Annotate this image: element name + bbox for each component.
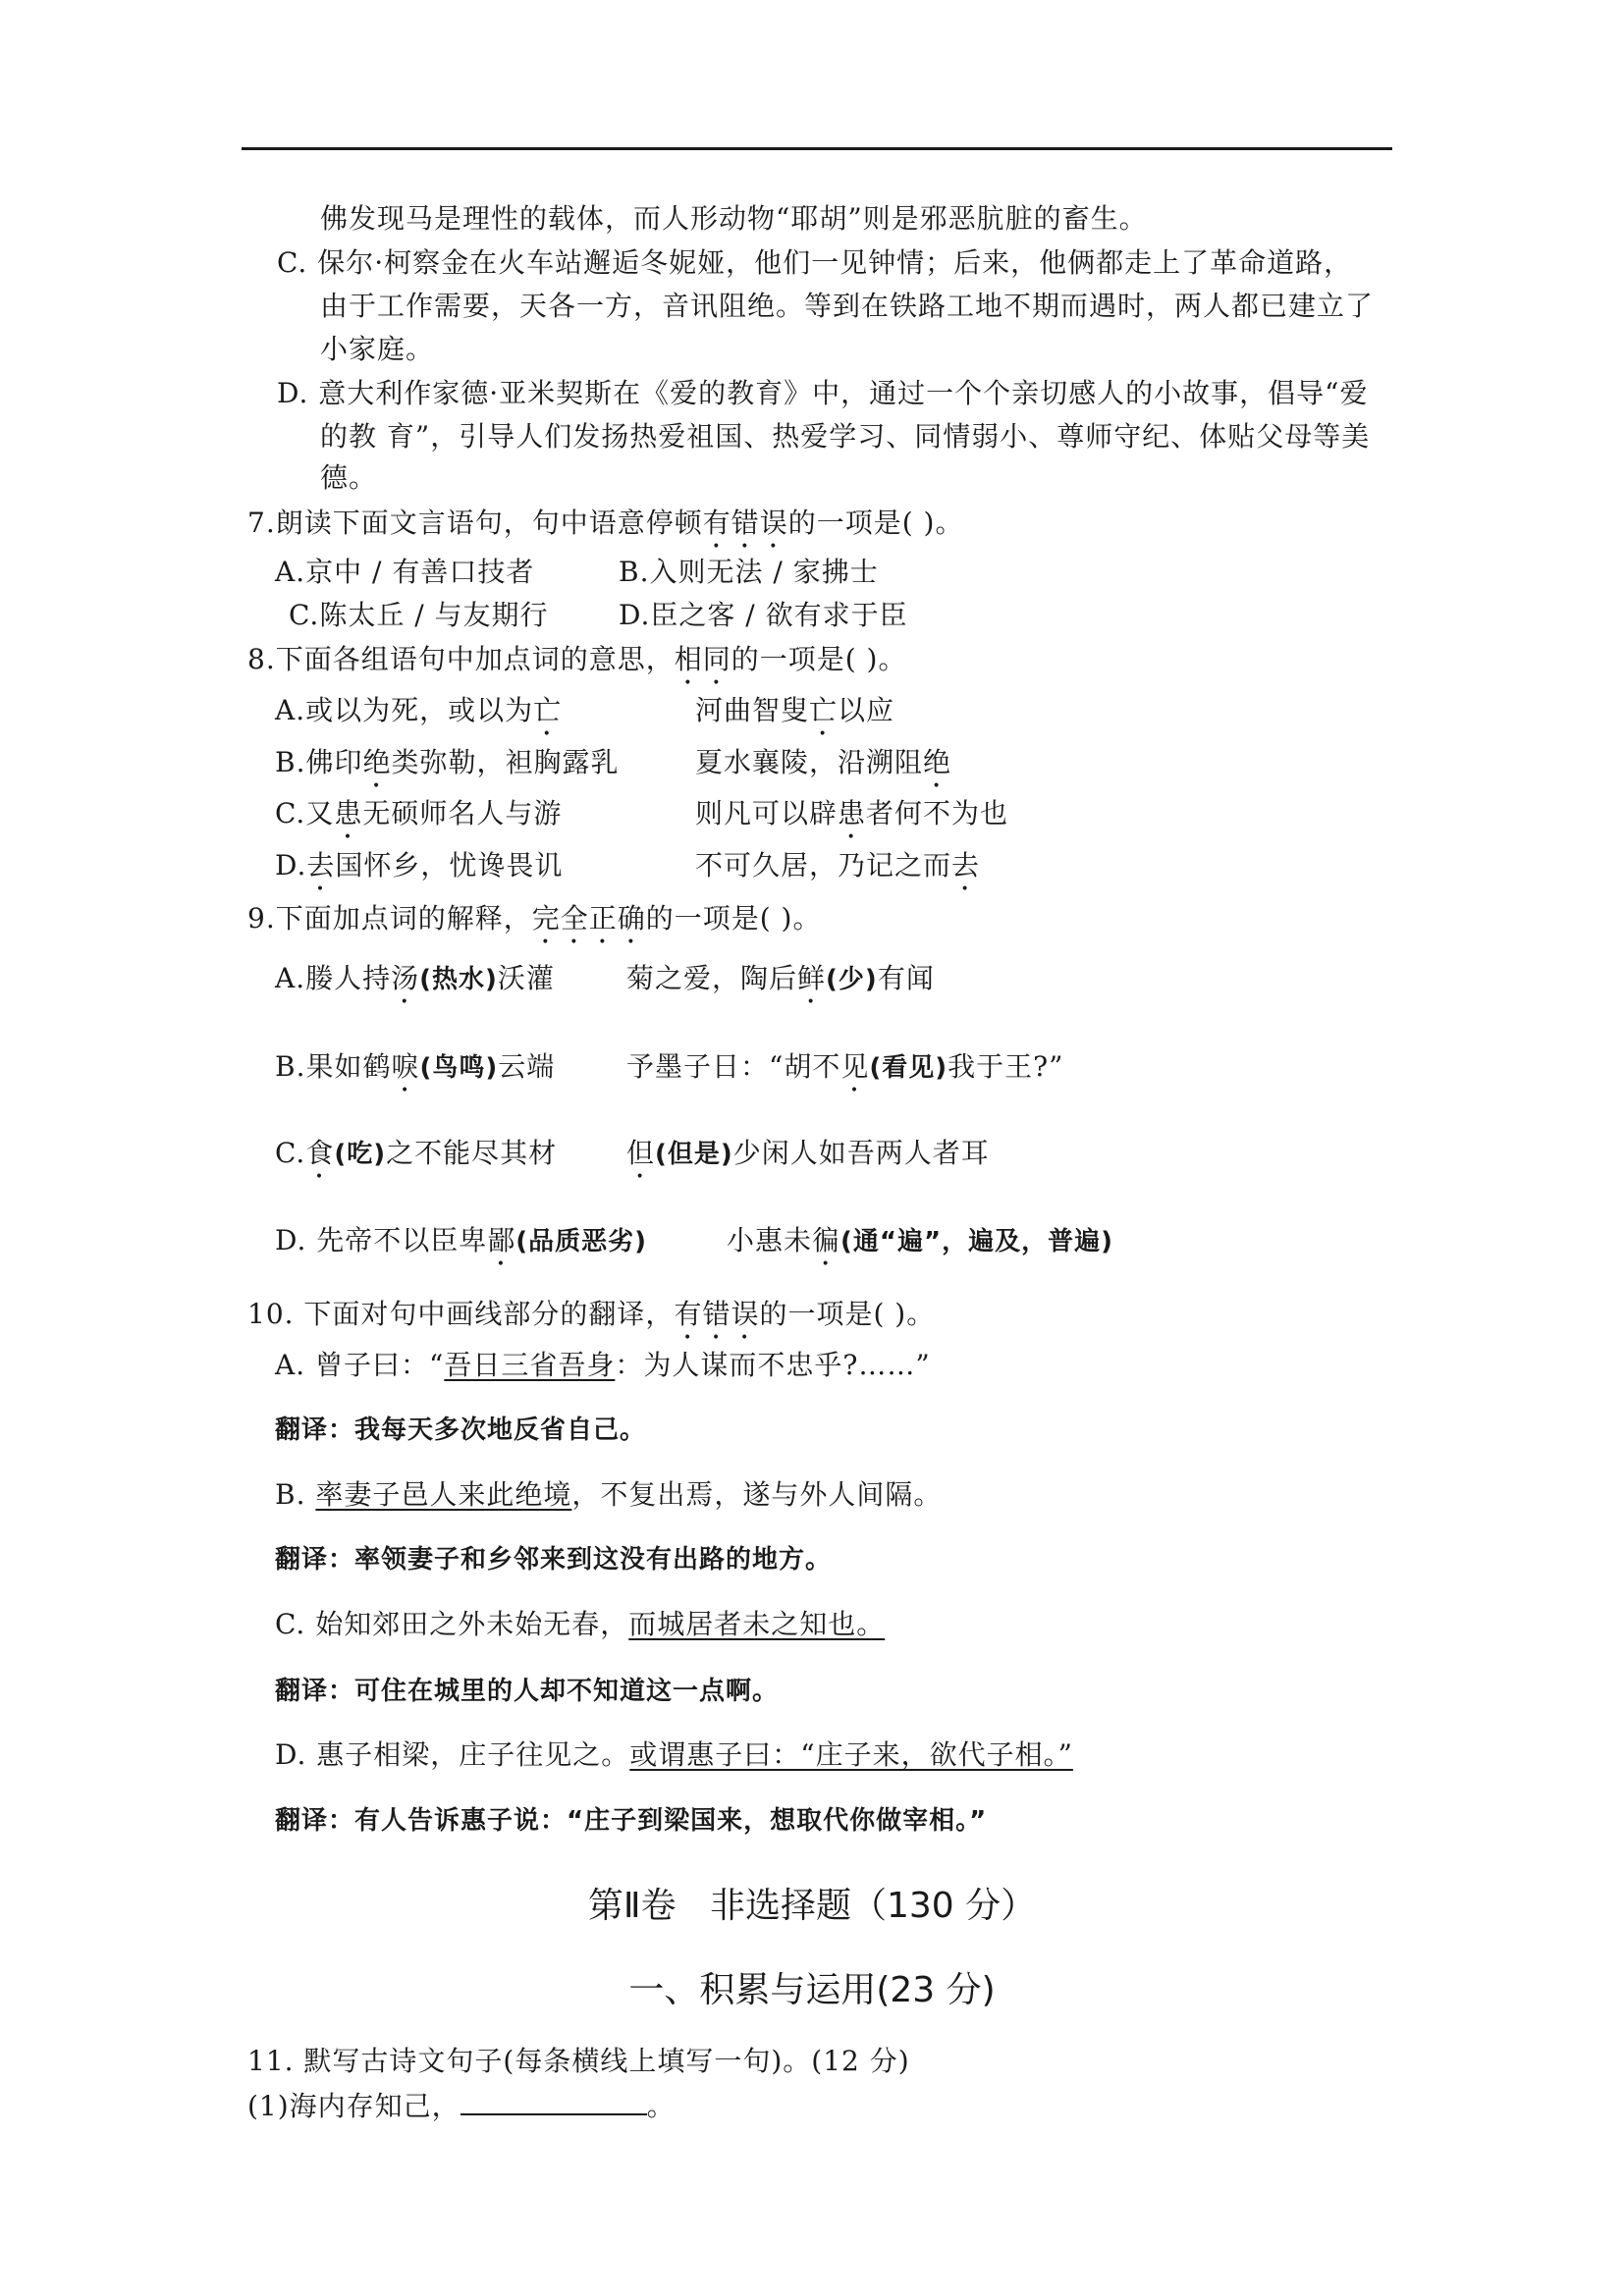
q9-stem-b: 的一项是( )。 (645, 902, 822, 934)
q8-c-right-text-b: 者何不为也 (866, 797, 1009, 829)
q8-stem (247, 643, 906, 691)
q9-option-b-right (626, 1050, 1063, 1098)
q8-option-a-right (695, 694, 894, 742)
q9-c-right-word: 但 (626, 1137, 656, 1169)
option-c-line-2: 由于工作需要，天各一方，音讯阻绝。等到在铁路工地不期而遇时，两人都已建立了 (320, 290, 1375, 322)
header-rule (242, 147, 1392, 150)
q11-item-1-blank[interactable] (460, 2088, 647, 2115)
q8-stem-emphasis: 相同 (674, 643, 731, 675)
q7-stem (247, 507, 963, 555)
q10-b-underlined: 率妻子邑人来此绝境 (315, 1478, 572, 1511)
q11-item-1-end: 。 (646, 2090, 676, 2122)
q10-b-pre: B. (275, 1478, 316, 1511)
q9-b-left-text-b: 云端 (498, 1050, 556, 1083)
q10-b-translation: 翻译：率领妻子和乡邻来到这没有出路的地方。 (275, 1545, 833, 1575)
q8-b-left-word: 绝 (362, 746, 392, 778)
q9-c-right-text-b: 少闲人如吾两人者耳 (732, 1137, 990, 1169)
q10-d-underlined: 或谓惠子曰：“庄子来，欲代子相。” (629, 1738, 1073, 1771)
q8-d-right-text: 不可久居，乃记之而 (695, 849, 952, 881)
option-d-line-1: D. 意大利作家德·亚米契斯在《爱的教育》中，通过一个个亲切感人的小故事，倡导“爱 (277, 377, 1369, 409)
option-d-line-3: 德。 (320, 461, 378, 494)
q7-option-a: A.京中 / 有善口技者 (275, 556, 535, 588)
q8-b-right-word: 绝 (923, 746, 952, 778)
q9-option-d-left (275, 1224, 647, 1272)
q9-c-left-gloss: (吃) (334, 1140, 387, 1169)
q9-b-right-text: 予墨子日：“胡不 (626, 1050, 841, 1083)
q9-d-left-text: D. 先帝不以臣卑 (275, 1224, 488, 1256)
q9-c-left-text-b: 之不能尽其材 (386, 1137, 558, 1169)
q8-c-right-text: 则凡可以辟 (695, 797, 839, 829)
q9-option-b-left (275, 1050, 555, 1098)
q8-b-right-text: 夏水襄陵，沿溯阻 (695, 746, 924, 778)
q8-c-right-word: 患 (838, 797, 867, 829)
q10-d-translation: 翻译：有人告诉惠子说：“庄子到梁国来，想取代你做宰相。” (275, 1806, 988, 1836)
q9-a-left-text: A.媵人持 (275, 962, 392, 994)
q8-d-left-text-b: 国怀乡，忧谗畏讥 (335, 849, 564, 881)
q10-option-d (275, 1738, 1073, 1772)
q8-a-right-text-b: 以应 (838, 694, 895, 726)
q9-b-left-gloss: (鸟鸣) (419, 1053, 499, 1083)
q10-a-pre: A. 曾子曰：“ (275, 1349, 445, 1381)
q10-a-post: ：为人谋而不忠乎?……” (615, 1349, 931, 1381)
q7-stem-emphasis: 有错误 (702, 507, 788, 539)
q8-option-a-left (275, 694, 562, 742)
q9-a-right-gloss: (少) (826, 965, 878, 994)
q9-a-right-text: 菊之爱，陶后 (626, 962, 798, 994)
q8-a-left-text: A.或以为死，或以为 (275, 694, 534, 726)
q8-option-d-right (695, 849, 980, 897)
q8-d-right-word: 去 (951, 849, 981, 881)
q8-option-d-left (275, 849, 563, 897)
q9-option-a-left (275, 962, 555, 1010)
q9-option-a-right (626, 962, 935, 1010)
q10-stem (247, 1298, 935, 1346)
q9-b-right-text-b: 我于王?” (947, 1050, 1064, 1083)
q9-a-left-gloss: (热水) (419, 965, 498, 994)
q10-a-underlined: 吾日三省吾身 (444, 1349, 616, 1381)
section-title: 第Ⅱ卷 非选择题（130 分） (587, 1886, 1037, 1926)
q9-option-c-left (275, 1137, 557, 1185)
q8-d-left-word: 去 (306, 849, 336, 881)
q9-stem-a: 9.下面加点词的解释， (247, 902, 532, 934)
q9-c-right-gloss: (但是) (655, 1140, 733, 1169)
q8-a-right-word: 亡 (809, 694, 839, 726)
q9-d-right-text: 小惠未 (727, 1224, 813, 1256)
q8-a-right-text: 河曲智叟 (695, 694, 810, 726)
q7-option-c: C.陈太丘 / 与友期行 (289, 599, 549, 631)
q8-b-left-text: B.佛印 (275, 746, 363, 778)
q7-option-b: B.入则无法 / 家拂士 (619, 556, 879, 588)
q9-b-left-text: B.果如鹤 (275, 1050, 392, 1083)
q8-c-left-word: 患 (334, 797, 363, 829)
option-c-line-1: C. 保尔·柯察金在火车站邂逅冬妮娅，他们一见钟情；后来，他俩都走上了革命道路， (277, 246, 1353, 279)
q9-a-right-text-b: 有闻 (877, 962, 935, 994)
q8-b-left-text-b: 类弥勒，袒胸露乳 (391, 746, 620, 778)
q8-d-left-text: D. (275, 849, 307, 881)
q9-c-left-text: C. (275, 1137, 306, 1169)
q10-stem-b: 的一项是( )。 (759, 1298, 936, 1330)
q9-d-right-gloss: (通“遍”，遍及，普遍) (840, 1227, 1113, 1256)
q9-stem-emphasis: 完全正确 (531, 902, 646, 934)
q8-c-left-text-b: 无硕师名人与游 (362, 797, 563, 829)
option-d-line-2: 的教 育”，引导人们发扬热爱祖国、热爱学习、同情弱小、尊师守纪、体贴父母等美 (320, 420, 1371, 453)
q9-d-left-word: 鄙 (487, 1224, 516, 1256)
q8-stem-b: 的一项是( )。 (731, 643, 907, 675)
q10-d-pre: D. 惠子相梁，庄子往见之。 (275, 1738, 630, 1771)
q9-a-right-word: 鲜 (797, 962, 827, 994)
q7-stem-b: 的一项是( )。 (787, 507, 964, 539)
q11-item-1 (247, 2088, 676, 2123)
q10-stem-a: 10. 下面对句中画线部分的翻译， (247, 1298, 675, 1330)
q9-option-d-right (727, 1224, 1113, 1272)
q8-c-left-text: C.又 (275, 797, 335, 829)
q7-option-d: D.臣之客 / 欲有求于臣 (619, 599, 908, 631)
q10-option-c (275, 1608, 885, 1641)
q9-b-left-word: 唳 (391, 1050, 420, 1083)
q10-a-translation: 翻译：我每天多次地反省自己。 (275, 1415, 647, 1445)
q9-b-right-gloss: (看见) (869, 1053, 948, 1083)
q8-option-b-right (695, 746, 951, 794)
q11-item-1-text: (1)海内存知己， (247, 2090, 460, 2122)
q9-option-c-right (626, 1137, 990, 1185)
section-subtitle: 一、积累与运用(23 分) (628, 1970, 996, 2010)
q9-a-left-text-b: 沃灌 (497, 962, 555, 994)
q10-option-a (275, 1349, 931, 1382)
q9-d-left-gloss: (品质恶劣) (515, 1227, 648, 1256)
q9-b-right-word: 见 (840, 1050, 870, 1083)
q10-c-pre: C. 始知郊田之外未始无春， (275, 1608, 629, 1640)
q10-option-b (275, 1478, 942, 1512)
q8-option-c-left (275, 797, 562, 845)
q10-c-underlined: 而城居者未之知也。 (628, 1608, 886, 1640)
q7-stem-a: 7.朗读下面文言语句，句中语意停顿 (247, 507, 703, 539)
option-c-line-3: 小家庭。 (320, 333, 435, 365)
q10-stem-emphasis: 有错误 (674, 1298, 760, 1330)
q9-stem (247, 902, 821, 950)
q11-stem: 11. 默写古诗文句子(每条横线上填写一句)。(12 分) (247, 2045, 910, 2077)
q10-c-translation: 翻译：可住在城里的人却不知道这一点啊。 (275, 1677, 780, 1706)
option-b-continuation: 佛发现马是理性的载体，而人形动物“耶胡”则是邪恶肮脏的畜生。 (320, 202, 1148, 235)
q9-a-left-word: 汤 (391, 962, 420, 994)
q10-b-post: ，不复出焉，遂与外人间隔。 (571, 1478, 943, 1511)
q8-a-left-word: 亡 (533, 694, 563, 726)
q8-option-b-left (275, 746, 620, 794)
q8-option-c-right (695, 797, 1008, 845)
q9-d-right-word: 徧 (812, 1224, 841, 1256)
q9-c-left-word: 食 (305, 1137, 335, 1169)
q8-stem-a: 8.下面各组语句中加点词的意思， (247, 643, 675, 675)
